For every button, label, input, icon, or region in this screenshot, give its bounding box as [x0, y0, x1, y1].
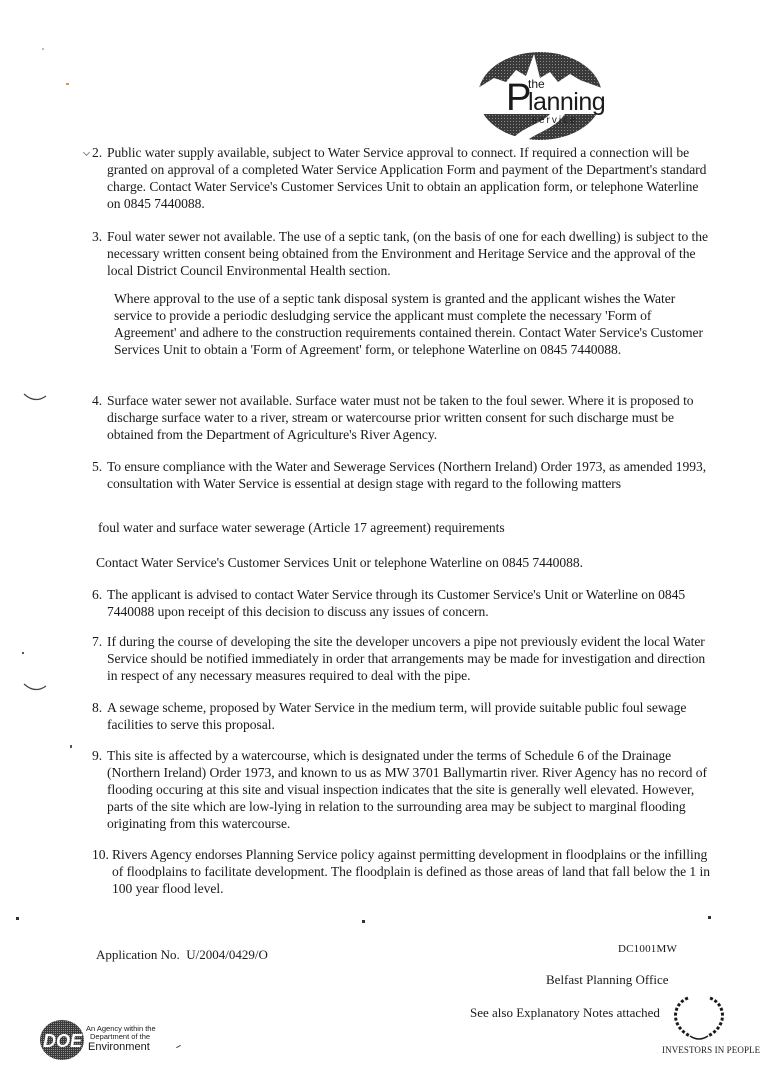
scan-speck: [176, 1045, 181, 1048]
logo-letter-p: P: [506, 77, 532, 119]
condition-text: Rivers Agency endorses Planning Service policy against permitting development in floodplains or the infilling of floodplains to facilitate development. The floodplain is defined as those areas of land that fall below the 1 in 100 year flood level.: [112, 847, 710, 896]
agency-logo: [40, 1018, 170, 1062]
doe-mark: DOE: [43, 1031, 83, 1051]
application-number: U/2004/0429/O: [186, 947, 268, 962]
office-name: Belfast Planning Office: [546, 972, 669, 987]
condition-text: Surface water sewer not available. Surface water must not be taken to the foul sewer. Where it is proposed to discharge surface water to a river, stream or watercourse prior written consent for such discharge must be obtained from the Department of Agriculture's River Agency.: [107, 393, 694, 442]
condition-number: 6.: [92, 587, 103, 602]
condition-text: Foul water sewer not available. The use of a septic tank, (on the basis of one for each dwelling) is subject to the necessary written consent being obtained from the Environment and Heritage Service and the approval of the local District Council Environmental Health section.: [107, 229, 709, 278]
punch-hole-mark: [22, 392, 48, 404]
condition-8: [92, 699, 712, 733]
document-reference: DC1001MW: [618, 943, 678, 955]
scan-speck: [362, 920, 365, 923]
condition-number: 4.: [92, 393, 103, 408]
condition-text: If during the course of developing the site the developer uncovers a pipe not previously evident the local Water Service should be notified immediately in order that arrangements may be made for investigation and direction in respect of any necessary measures required to deal with the pipe.: [107, 634, 706, 683]
doe-logo-icon: [40, 1018, 170, 1062]
application-number-line: [96, 947, 268, 963]
condition-number: 3.: [92, 229, 103, 244]
condition-5-matter: foul water and surface water sewerage (Article 17 agreement) requirements: [98, 520, 505, 535]
explanatory-notes-reference: See also Explanatory Notes attached: [470, 1005, 660, 1020]
condition-2: [92, 144, 712, 212]
logo-text-sub: service: [532, 115, 578, 126]
agency-line-1: An Agency within the: [86, 1024, 156, 1033]
logo-text-main: lanning: [528, 88, 604, 116]
condition-text: This site is affected by a watercourse, which is designated under the terms of Schedule 6 of the Drainage (Northern Ireland) Order 1973, and known to us as MW 3701 Ballymartin river. River Agency has no record of flooding occuring at this site and visual inspection indicates that the site is generally well elevated. However, parts of the site which are low-lying in relation to the surrounding area may be subject to marginal flooding originating from this watercourse.: [107, 748, 707, 831]
investors-in-people-label: INVESTORS IN PEOPLE: [662, 1045, 761, 1055]
condition-10: [92, 846, 712, 897]
condition-number: 2.: [92, 145, 103, 160]
scan-speck: [16, 917, 19, 920]
scan-speck: [22, 652, 24, 654]
logo-text-the: the: [528, 77, 545, 91]
agency-line-3: Environment: [88, 1041, 150, 1053]
planning-service-logo-graphic: [476, 48, 604, 144]
scan-speck: [42, 48, 44, 50]
condition-4: [92, 392, 712, 443]
condition-text: Public water supply available, subject to Water Service approval to connect. If required a connection will be granted on approval of a completed Water Service Application Form and payment of the Department's standard charge. Contact Water Service's Customer Services Unit to obtain an application form, or telephone Waterline on 0845 7440088.: [107, 145, 707, 211]
condition-5: [92, 458, 712, 492]
planning-service-logo: [476, 48, 604, 144]
condition-number: 9.: [92, 748, 103, 763]
scan-speck: [70, 745, 72, 748]
scan-speck: [66, 83, 69, 85]
condition-text: A sewage scheme, proposed by Water Service in the medium term, will provide suitable public foul sewage facilities to serve this proposal.: [107, 700, 687, 732]
condition-number: 10.: [92, 847, 109, 862]
condition-3-detail: Where approval to the use of a septic tank disposal system is granted and the applicant wishes the Water service to provide a periodic desludging service the applicant must complete the necessary 'Form of Agreement' and adhere to the construction requirements contained therein. Contact Water Service's Customer Services Unit to obtain a 'Form of Agreement' form, or telephone Waterline on 0845 7440088.: [114, 291, 704, 357]
condition-number: 8.: [92, 700, 103, 715]
condition-number: 5.: [92, 459, 103, 474]
punch-hole-mark: [22, 682, 48, 694]
condition-6: [92, 586, 712, 620]
condition-7: [92, 633, 712, 684]
condition-3: [92, 228, 712, 279]
scan-speck: [708, 916, 711, 919]
laurel-wreath-icon: [664, 994, 734, 1044]
condition-5-contact: Contact Water Service's Customer Services Unit or telephone Waterline on 0845 7440088.: [96, 555, 583, 570]
application-number-label: Application No.: [96, 947, 180, 962]
condition-text: The applicant is advised to contact Water Service through its Customer Service's Unit or Waterline on 0845 7440088 upon receipt of this decision to discuss any issues of concern.: [107, 587, 686, 619]
condition-number: 7.: [92, 634, 103, 649]
condition-9: [92, 747, 712, 832]
condition-text: To ensure compliance with the Water and Sewerage Services (Northern Ireland) Order 1973, as amended 1993, consultation with Water Service is essential at design stage with regard to the following matters: [107, 459, 707, 491]
agency-line-2: Department of the: [90, 1032, 151, 1041]
tick-mark: [83, 149, 90, 156]
